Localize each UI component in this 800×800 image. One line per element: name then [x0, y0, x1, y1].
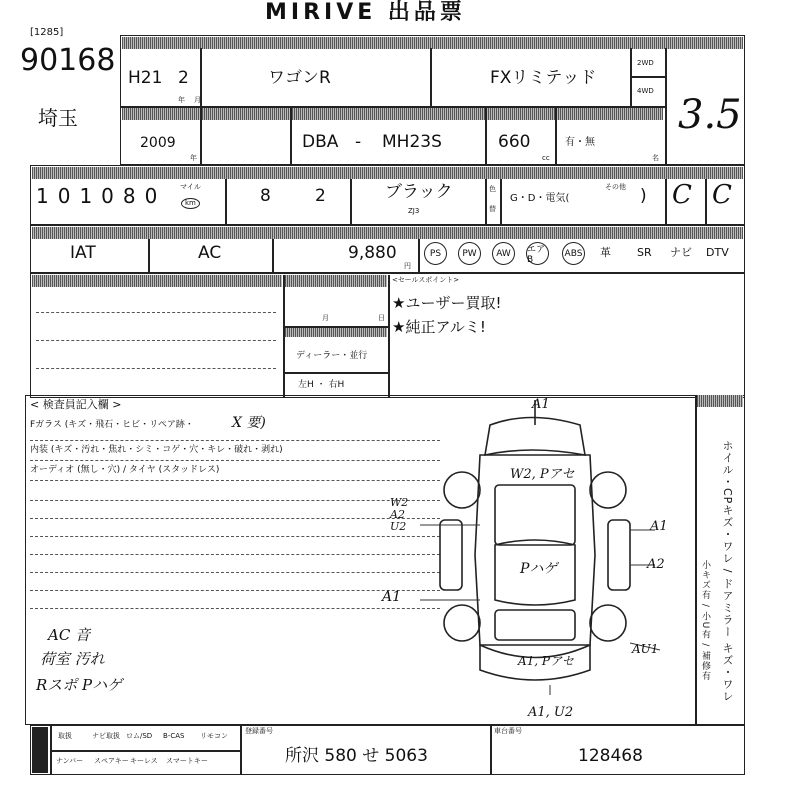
displacement: 660	[498, 132, 531, 152]
dmg-right-rear: AU1	[632, 642, 659, 656]
dmg-right-front: A1	[650, 519, 668, 534]
dmg-roof: Pハゲ	[520, 561, 558, 577]
equipment-3: エアB	[526, 242, 549, 265]
sales-point-1: ★ユーザー買取!	[392, 294, 502, 312]
inspector-label: < 検査員記入欄 >	[30, 398, 122, 411]
equipment-2: AW	[492, 242, 515, 265]
year-unit: 年	[178, 96, 185, 104]
dmg-front: A1	[532, 397, 550, 412]
bottom-label-1: ナビ取扱	[92, 732, 120, 740]
bottom-label2-3: スマートキー	[166, 757, 208, 765]
mileage-km: km	[181, 198, 200, 209]
body-shape	[475, 455, 595, 645]
inspection-month: 2	[315, 186, 326, 206]
inspection-year: 8	[260, 186, 271, 206]
color: ブラック	[385, 182, 453, 202]
plate-number: 所沢 580 せ 5063	[285, 746, 428, 766]
glass-mark: X 要)	[232, 415, 266, 431]
wheel-fl	[444, 472, 480, 508]
fuel-other: その他	[605, 183, 626, 191]
dmg-rear-roof: A1, Pアセ	[518, 654, 574, 668]
equipment-1: PW	[458, 242, 481, 265]
fuel: G・D・電気(	[510, 193, 570, 204]
model-year: 2009	[140, 135, 176, 151]
fuel-close: )	[640, 186, 647, 206]
inspector-line-2: 内装 (キズ・汚れ・焦れ・シミ・コゲ・穴・キレ・破れ・剥れ)	[30, 445, 283, 455]
grade-interior: C	[672, 180, 692, 210]
equipment-0: PS	[424, 242, 447, 265]
vertical-legend: ホイル・CPキズ・ワレ / ドアミラー キズ・ワレ	[721, 440, 734, 703]
region: 埼玉	[38, 106, 78, 130]
dealer-label: ディーラー・並行	[296, 351, 368, 361]
month-label: 月	[322, 314, 329, 322]
color-code: ZJ3	[408, 207, 420, 215]
dmg-rear: A1, U2	[528, 705, 574, 720]
rear-window	[495, 610, 575, 640]
registration-label: 登録番号	[245, 727, 273, 735]
chassis-label: 車台番号	[494, 727, 522, 735]
dmg-left-top: W2 A2 U2	[390, 496, 409, 534]
left-side	[440, 520, 462, 590]
note-3: Rスポ Pハゲ	[36, 676, 123, 694]
grade-exterior: C	[712, 180, 732, 210]
day-label: 日	[378, 314, 385, 322]
equipment-5: 革	[600, 246, 611, 259]
bottom-label-2: ロム/SD	[126, 732, 153, 740]
equipment-4: ABS	[562, 242, 585, 265]
bottom-label-0: 取扱	[58, 732, 72, 740]
dmg-left-mid: A1	[382, 589, 402, 605]
wheel-fr	[590, 472, 626, 508]
transmission: IAT	[70, 243, 96, 263]
drive-4wd: 4WD	[637, 87, 654, 95]
color-label-ban: 替	[489, 205, 496, 213]
model-dash: -	[355, 132, 362, 152]
right-side	[608, 520, 630, 590]
front-windshield	[495, 485, 575, 545]
model-code: MH23S	[382, 132, 442, 152]
model-prefix: DBA	[302, 132, 339, 152]
bottom-label2-0: ナンバー	[56, 757, 84, 765]
inspector-line-1: Fガラス (キズ・飛石・ヒビ・リペア跡・	[30, 420, 194, 430]
equipment-6: SR	[637, 246, 652, 259]
note-2: 荷室 汚れ	[40, 650, 105, 668]
bottom-label2-2: キーレス	[130, 757, 158, 765]
chassis-number: 128468	[578, 746, 643, 766]
header-band	[122, 37, 743, 49]
dmg-right-mid: A2	[647, 557, 665, 572]
color-label-iro: 色	[489, 185, 496, 193]
score: 3.5	[678, 92, 742, 138]
mei-unit: 名	[652, 154, 659, 162]
ari-nashi: 有・無	[565, 137, 595, 148]
wheel-rl	[444, 605, 480, 641]
note-1: AC 音	[48, 626, 91, 644]
lot-number: 90168	[20, 43, 116, 78]
inspector-line-3: オーディオ (無し・穴) / タイヤ (スタッドレス)	[30, 465, 220, 475]
bottom-label-3: B-CAS	[163, 732, 185, 740]
price: 9,880	[348, 243, 397, 263]
sales-point-2: ★純正アルミ!	[392, 318, 486, 336]
air-conditioner: AC	[198, 243, 222, 263]
year-era: H21	[128, 68, 163, 88]
cc-unit: cc	[542, 154, 550, 162]
mileage-mile: マイル	[180, 183, 201, 191]
car-name: ワゴンR	[268, 68, 331, 88]
month-unit: 月	[194, 96, 201, 104]
drive-2wd: 2WD	[637, 59, 654, 67]
equipment-7: ナビ	[670, 246, 692, 259]
mileage: 101080	[36, 184, 167, 208]
legend-small: 小キズ有 / 小U有 / 補修有	[700, 560, 710, 682]
equipment-8: DTV	[706, 246, 729, 259]
handle-label: 左H ・ 右H	[298, 380, 345, 390]
sales-point-label: <セールスポイント>	[392, 276, 460, 284]
grade: FXリミテッド	[490, 68, 597, 88]
model-year-unit: 年	[190, 154, 197, 162]
bottom-label-4: リモコン	[200, 732, 228, 740]
bottom-label2-1: スペアキー	[94, 757, 129, 765]
lot-code: [1285]	[30, 27, 64, 38]
sheet-title: MIRIVE 出品票	[265, 0, 466, 25]
year-num: 2	[178, 68, 189, 88]
dmg-roof-front: W2, Pアセ	[510, 467, 575, 482]
bottom-tag	[32, 727, 48, 773]
wheel-rr	[590, 605, 626, 641]
price-unit: 円	[404, 262, 411, 270]
